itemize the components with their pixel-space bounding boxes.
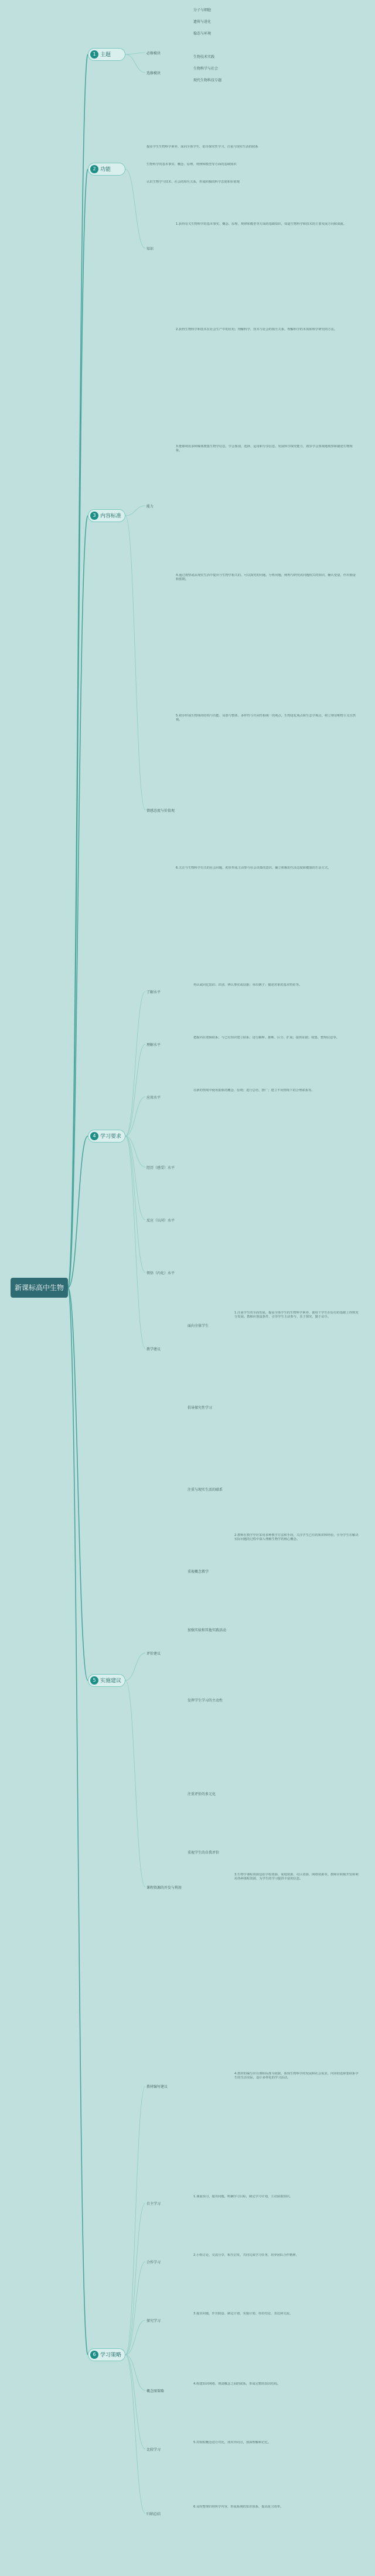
requirement-label[interactable]: 领悟（内化）水平 xyxy=(146,1271,175,1275)
branch-number: 5 xyxy=(90,1676,98,1685)
requirement-label[interactable]: 经历（感受）水平 xyxy=(146,1166,175,1170)
implementation-note: 4.教材的编写应以课程标准为依据，体现生物科学的发展和社会需求，内容的选择要联系学生的生活实际，设计多样化的学习活动。 xyxy=(234,2072,359,2080)
connector xyxy=(125,1136,145,1349)
implementation-sub[interactable]: 倡导探究性学习 xyxy=(188,1406,213,1410)
topic-item[interactable]: 生物科学与社会 xyxy=(193,67,219,71)
requirement-label[interactable]: 了解水平 xyxy=(146,990,161,994)
branch-label: 功能 xyxy=(100,167,111,173)
standard-note: 2.获得生物科学和技术在社会生产中的应用；理解科学、技术与社会的相互关系，理解科学的本质和科学研究的方法。 xyxy=(176,328,338,331)
implementation-sub[interactable]: 重视概念教学 xyxy=(188,1570,209,1574)
standard-label[interactable]: 情感态度与价值观 xyxy=(146,809,175,813)
module-label: 选修模块 xyxy=(146,71,161,76)
connector xyxy=(125,516,145,810)
branch-strategy[interactable] xyxy=(88,2348,125,2361)
connector xyxy=(125,169,145,248)
connector xyxy=(68,1288,88,1680)
branch-label: 实施建议 xyxy=(100,1678,122,1684)
strategy-label[interactable]: 归纳总结 xyxy=(146,2512,161,2516)
branch-number: 6 xyxy=(90,2351,98,2359)
strategy-label[interactable]: 自主学习 xyxy=(146,2202,161,2206)
strategy-label[interactable]: 概念图策略 xyxy=(146,2389,165,2393)
strategy-label[interactable]: 比较学习 xyxy=(146,2448,161,2452)
strategy-label[interactable]: 合作学习 xyxy=(146,2261,161,2265)
branch-label: 主题 xyxy=(100,52,111,58)
function-line: 认识生物学与技术、社会的相互关系，形成积极的科学态度和价值观 xyxy=(146,180,240,184)
module-label: 必修模块 xyxy=(146,52,161,56)
standard-note: 4.通过观察或从现实生活中提出与生物学相关的、可以探究的问题，分析问题，阐明与研究该问题相关的知识，确认变量，作出假设和预期。 xyxy=(176,574,356,582)
implementation-note: 1.注重学生的全面发展，提高全体学生的生物科学素养，使每个学生在原有的基础上得到充分发展。教师应创设条件，引导学生主动参与、乐于探究、勤于动手。 xyxy=(234,1311,359,1319)
branch-number: 3 xyxy=(90,512,98,520)
requirement-label[interactable]: 反应（认同）水平 xyxy=(146,1219,175,1223)
branch-label: 学习策略 xyxy=(100,2352,122,2358)
topic-item[interactable]: 现代生物科技专题 xyxy=(193,78,222,83)
connector xyxy=(125,1653,145,1680)
strategy-note: 4.构建知识网络，理清概念之间的联系，形成完整的知识结构。 xyxy=(193,2382,281,2386)
implementation-sub[interactable]: 加强实验和其他实践活动 xyxy=(188,1628,227,1632)
connector xyxy=(125,992,145,1136)
standard-label[interactable]: 知识 xyxy=(146,247,154,251)
connector xyxy=(125,53,145,54)
standard-note: 5.初步形成生物体的结构与功能、局部与整体、多样性与共同性相统一的观点，生物进化观点和生态学观点，树立辩证唯物主义自然观。 xyxy=(176,714,356,722)
implementation-label[interactable]: 课程资源的开发与利用 xyxy=(146,1886,182,1890)
connector xyxy=(125,506,145,516)
branch-number: 2 xyxy=(90,165,98,173)
implementation-sub[interactable]: 注重与现实生活的联系 xyxy=(188,1488,223,1492)
requirement-note: 把握内在逻辑联系；与已有知识建立联系；进行解释、推断、区分、扩展；提供证据；收集、整理信息等。 xyxy=(193,1036,339,1040)
strategy-label[interactable]: 探究学习 xyxy=(146,2319,161,2323)
connector xyxy=(68,1288,88,2355)
implementation-label[interactable]: 评价建议 xyxy=(146,1652,161,1656)
branch-requirement[interactable] xyxy=(88,1130,125,1143)
branch-standard[interactable] xyxy=(88,509,125,522)
implementation-sub[interactable]: 重视学生的自我评价 xyxy=(188,1851,220,1855)
standard-note: 1.获得有关生物科学的基本事实、概念、原理、规律和模型等方面的基础知识，知道生物科学和技术的主要发展方向和成就。 xyxy=(176,222,347,226)
branch-implementation[interactable] xyxy=(88,1674,125,1687)
function-line: 提高学生生物科学素养，面向全体学生，倡导探究性学习，注重与现实生活的联系 xyxy=(146,145,258,149)
connector xyxy=(68,169,88,1288)
branch-function[interactable] xyxy=(88,163,125,176)
branch-topic[interactable] xyxy=(88,48,125,61)
requirement-label[interactable]: 应用水平 xyxy=(146,1096,161,1100)
implementation-note: 3.生物学课程资源包括学校资源、家庭资源、社区资源、网络资源等。教师应积极开发和利用各种课程资源，为学生的学习提供丰富的信息。 xyxy=(234,1873,359,1881)
strategy-note: 5.对相似概念进行对比，找出异同点，加深理解和记忆。 xyxy=(193,2441,271,2444)
connector xyxy=(125,1680,145,1887)
branch-label: 内容标准 xyxy=(100,513,122,519)
implementation-sub[interactable]: 面向全体学生 xyxy=(188,1324,209,1328)
connector xyxy=(125,54,145,73)
connector xyxy=(125,1044,145,1136)
implementation-sub[interactable]: 注重评价的多元化 xyxy=(188,1792,216,1796)
connector xyxy=(125,1136,145,1272)
implementation-label[interactable]: 教材编写建议 xyxy=(146,2085,168,2089)
requirement-label[interactable]: 理解水平 xyxy=(146,1043,161,1047)
topic-item[interactable]: 遗传与进化 xyxy=(193,20,212,24)
branch-number: 4 xyxy=(90,1132,98,1140)
strategy-note: 1.课前预习，提出问题，明确学习目标，制定学习计划，主动获取知识。 xyxy=(193,2195,293,2198)
strategy-note: 3.提出问题、作出假设、制定计划、实施计划、得出结论、表达和交流。 xyxy=(193,2312,293,2316)
branch-number: 1 xyxy=(90,50,98,59)
function-line: 生物科学的基本事实、概念、原理、规律和模型等方面的基础知识 xyxy=(146,163,237,166)
connector xyxy=(125,1097,145,1136)
strategy-note: 6.及时整理归纳所学内容，形成系统的知识体系，提高复习效率。 xyxy=(193,2505,284,2509)
strategy-note: 2.小组讨论，交流分享，相互启发，共同完成学习任务，培养团队合作精神。 xyxy=(193,2253,299,2257)
implementation-sub[interactable]: 发挥学生学习的主动性 xyxy=(188,1699,223,1703)
requirement-note: 再认或回忆知识；识别、辨认事实或证据；举出例子；描述对象的基本特征等。 xyxy=(193,983,302,987)
standard-note: 6.关注与生物科学有关的社会问题，初步形成主动参与社会决策的意识，确立积极的生活态度和健康的生活方式。 xyxy=(176,866,331,870)
standard-label[interactable]: 能力 xyxy=(146,505,154,509)
implementation-label[interactable]: 教学建议 xyxy=(146,1347,161,1352)
topic-item[interactable]: 稳态与环境 xyxy=(193,32,212,36)
topic-item[interactable]: 分子与细胞 xyxy=(193,8,212,12)
standard-note: 3.能够利用多种媒体搜集生物学信息，学会鉴别、选择、运用和分享信息。发展科学探究能力，初步学会客观地观察和描述生物现象。 xyxy=(176,445,353,453)
implementation-note: 2.教师在教学中应采用多种教学方法和手段，关注学生已有的知识和经验，引导学生在解决实际问题的过程中深入理解生物学的核心概念。 xyxy=(234,1534,359,1542)
branch-label: 学习要求 xyxy=(100,1134,122,1140)
connector xyxy=(125,2355,145,2513)
root-node[interactable]: 新课标高中生物 xyxy=(11,1278,68,1298)
requirement-note: 在新的情境中使用抽象的概念、原则；进行总结、推广；建立不同情境下的合理联系等。 xyxy=(193,1089,315,1092)
topic-item[interactable]: 生物技术实践 xyxy=(193,55,215,59)
connector xyxy=(125,2086,145,2355)
connector xyxy=(68,54,88,1288)
